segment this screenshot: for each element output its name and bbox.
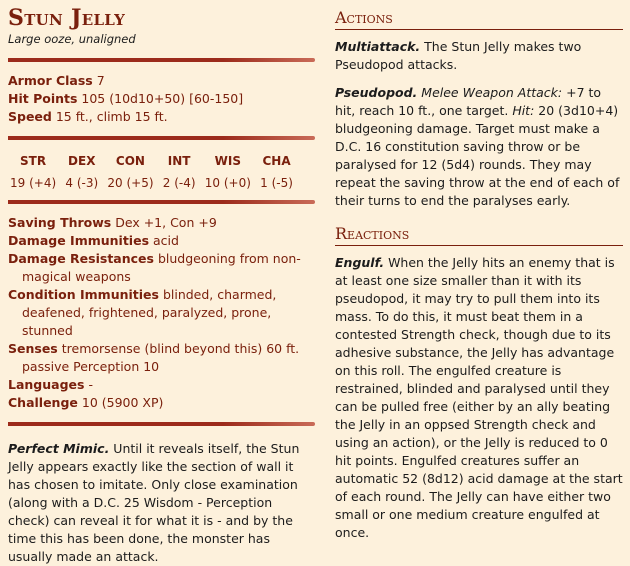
ability-name: CON [115, 154, 145, 168]
action-name: Pseudopod. [335, 85, 418, 100]
senses-line [8, 340, 315, 376]
ability-value: 4 (-3) [65, 176, 99, 190]
hit-text: 20 (3d10+4) bludgeoning damage. Target must make a D.C. 16 constitution saving throw or be paralysed for 12 (5d4) rounds. They may repeat the saving throw at the end of each of their turns to end the paralyses early. [335, 103, 620, 208]
ability-value: 10 (+0) [204, 176, 251, 190]
reaction-text: When the Jelly hits an enemy that is at least one size smaller than it with its pseudopod, it may try to pull them into its mass. To do this, it must beat them in a contested Strength check, though due to its adhesive substance, the Jelly has advantage on this roll. The engulfed creature is restrained, blinded and paralysed until they can be pulled free (either by an ally beating the Jelly in an oppsed Strength check and using an action), or the Jelly is reduced to 0 hit points. Engulfed creatures suffer an automatic 52 (8d12) acid damage at the start of each round. The Jelly can have either two small or one medium creature engulfed at once. [335, 255, 623, 540]
ability-name: WIS [214, 154, 242, 168]
stat-block-right-column [335, 8, 623, 552]
reactions-heading: Reactions [335, 224, 623, 246]
reaction-engulf [335, 254, 623, 542]
monster-name: Stun Jelly [8, 5, 126, 31]
ability-name: INT [167, 154, 191, 168]
hit-label: Hit: [512, 103, 535, 118]
ability-wis [205, 152, 251, 192]
ability-name: DEX [68, 154, 96, 168]
action-multiattack [335, 38, 623, 74]
attack-type: Melee Weapon Attack: [421, 85, 563, 100]
attack-text: +7 to hit, reach 10 ft., one target. [335, 85, 602, 118]
armor-class-value: 7 [96, 73, 105, 88]
languages-line [8, 376, 315, 394]
damage-resistances-line [8, 250, 315, 286]
languages-value: - [88, 377, 93, 392]
actions-heading: Actions [335, 8, 623, 30]
action-name: Multiattack. [335, 39, 421, 54]
ability-name: CHA [262, 154, 291, 168]
damage-immunities-label: Damage Immunities [8, 233, 150, 248]
damage-resistances-value: bludgeoning from non-magical weapons [22, 251, 301, 284]
action-text: The Stun Jelly makes two Pseudopod attacks. [335, 39, 582, 72]
reaction-name: Engulf. [335, 255, 385, 270]
condition-immunities-value: blinded, charmed, deafened, frightened, paralyzed, prone, stunned [22, 287, 277, 338]
speed-label: Speed [8, 109, 52, 124]
hit-points-value: 105 (10d10+50) [60-150] [81, 91, 244, 106]
damage-immunities-value: acid [153, 233, 179, 248]
senses-value: tremorsense (blind beyond this) 60 ft. passive Perception 10 [22, 341, 300, 374]
ability-int [163, 152, 196, 192]
armor-class-line [8, 72, 315, 90]
divider-rule [8, 200, 315, 204]
ability-value: 20 (+5) [107, 176, 154, 190]
ability-value: 19 (+4) [10, 176, 57, 190]
hit-points-label: Hit Points [8, 91, 78, 106]
languages-label: Languages [8, 377, 85, 392]
monster-type-line: Large ooze, unaligned [8, 32, 136, 46]
saving-throws-value: Dex +1, Con +9 [115, 215, 217, 230]
ability-dex [65, 152, 98, 192]
divider-rule [8, 422, 315, 426]
speed-value: 15 ft., climb 15 ft. [55, 109, 168, 124]
speed-line [8, 108, 315, 126]
saving-throws-line [8, 214, 315, 232]
ability-value: 1 (-5) [260, 176, 293, 190]
trait-name: Perfect Mimic. [8, 441, 110, 456]
challenge-label: Challenge [8, 395, 78, 410]
divider-rule [8, 136, 315, 140]
challenge-value: 10 (5900 XP) [81, 395, 164, 410]
condition-immunities-line [8, 286, 315, 340]
saving-throws-label: Saving Throws [8, 215, 112, 230]
hit-points-line [8, 90, 315, 108]
damage-immunities-line [8, 232, 315, 250]
ability-name: STR [20, 154, 47, 168]
action-pseudopod [335, 84, 623, 210]
armor-class-label: Armor Class [8, 73, 93, 88]
ability-cha [260, 152, 293, 192]
damage-resistances-label: Damage Resistances [8, 251, 154, 266]
stat-block-left-column [8, 4, 315, 566]
divider-rule [8, 58, 315, 62]
ability-value: 2 (-4) [162, 176, 196, 190]
ability-str [10, 152, 56, 192]
ability-scores [10, 152, 293, 192]
trait-text: Until it reveals itself, the Stun Jelly appears exactly like the section of wall it has chosen to imitate. Only close examination (along with a D.C. 25 Wisdom - Perception check) can reveal it for what it is - and by the time this has been done, the monster has usually made an attack. [8, 441, 300, 564]
trait-perfect-mimic [8, 440, 315, 566]
challenge-line [8, 394, 315, 412]
ability-con [107, 152, 153, 192]
senses-label: Senses [8, 341, 58, 356]
condition-immunities-label: Condition Immunities [8, 287, 159, 302]
